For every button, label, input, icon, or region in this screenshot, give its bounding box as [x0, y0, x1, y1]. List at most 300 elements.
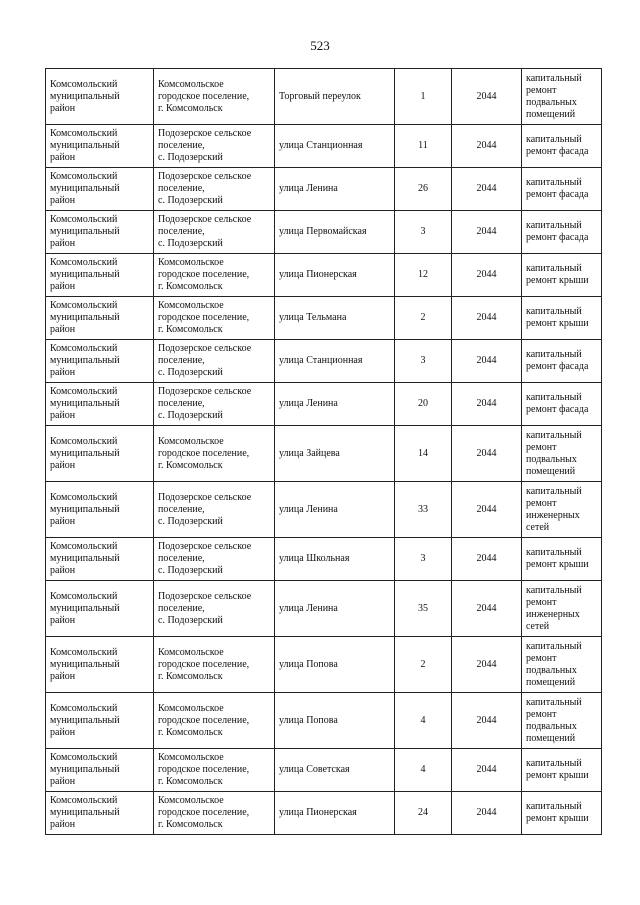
year-text: 2044 [476, 658, 497, 670]
district-cell [46, 482, 154, 538]
year-text: 2044 [476, 355, 497, 366]
year-text: 2044 [476, 226, 497, 237]
house-number-cell [395, 340, 452, 383]
street-text: улица Пионерская [279, 269, 357, 280]
settlement-line: с. Подозерский [158, 152, 223, 163]
work-line: ремонт крыши [526, 559, 589, 570]
house-number-text: 3 [420, 355, 426, 366]
year-cell [452, 340, 522, 383]
settlement-line: Подозерское сельское [158, 386, 252, 397]
house-number-text: 33 [418, 503, 428, 515]
table-row [46, 340, 602, 383]
settlement-cell [154, 69, 275, 125]
street-text: улица Станционная [279, 140, 363, 151]
table-row [46, 69, 602, 125]
settlement-line: городское поселение, [158, 269, 250, 280]
district-cell [46, 340, 154, 383]
district-cell [46, 69, 154, 125]
district-line: Комсомольский [50, 214, 118, 225]
district-line: район [50, 459, 76, 471]
year-text: 2044 [476, 714, 497, 726]
house-number-cell [395, 254, 452, 297]
street-text: улица Станционная [279, 355, 363, 366]
year-text: 2044 [476, 140, 497, 151]
district-line: муниципальный [50, 312, 120, 323]
district-line: район [50, 238, 76, 249]
table-row [46, 168, 602, 211]
district-line: муниципальный [50, 447, 120, 459]
settlement-line: поселение, [158, 553, 205, 564]
work-type-cell [522, 383, 602, 426]
work-line: капитальный [526, 177, 582, 188]
house-number-cell [395, 581, 452, 637]
work-line: капитальный [526, 220, 582, 231]
district-line: Комсомольский [50, 646, 118, 658]
street-text: улица Попова [279, 658, 338, 670]
work-line: капитальный [526, 263, 582, 274]
district-line: Комсомольский [50, 128, 118, 139]
house-number-cell [395, 168, 452, 211]
house-number-cell [395, 383, 452, 426]
settlement-line: г. Комсомольск [158, 670, 223, 682]
settlement-line: городское поселение, [158, 764, 250, 775]
work-line: ремонт фасада [526, 361, 589, 372]
settlement-line: с. Подозерский [158, 238, 223, 249]
district-cell [46, 693, 154, 749]
street-cell [275, 581, 395, 637]
settlement-line: г. Комсомольск [158, 324, 223, 335]
district-line: муниципальный [50, 269, 120, 280]
work-type-cell [522, 482, 602, 538]
house-number-cell [395, 538, 452, 581]
street-text: улица Тельмана [279, 312, 347, 323]
settlement-line: с. Подозерский [158, 195, 223, 206]
house-number-cell [395, 482, 452, 538]
work-line: капитальный [526, 584, 582, 596]
settlement-line: г. Комсомольск [158, 776, 223, 787]
settlement-line: поселение, [158, 226, 205, 237]
work-line: капитальный [526, 392, 582, 403]
district-line: муниципальный [50, 226, 120, 237]
district-line: муниципальный [50, 553, 120, 564]
table-row [46, 426, 602, 482]
settlement-line: с. Подозерский [158, 515, 223, 527]
settlement-line: Подозерское сельское [158, 214, 252, 225]
year-text: 2044 [476, 602, 497, 614]
settlement-cell [154, 581, 275, 637]
year-cell [452, 749, 522, 792]
settlement-line: с. Подозерский [158, 614, 223, 626]
settlement-cell [154, 168, 275, 211]
work-type-cell [522, 340, 602, 383]
table-row [46, 254, 602, 297]
district-line: Комсомольский [50, 435, 118, 447]
house-number-text: 35 [418, 602, 428, 614]
settlement-line: Комсомольское [158, 702, 224, 714]
street-text: улица Школьная [279, 553, 350, 564]
district-line: муниципальный [50, 90, 120, 102]
year-cell [452, 693, 522, 749]
house-number-cell [395, 69, 452, 125]
street-cell [275, 482, 395, 538]
settlement-line: Комсомольское [158, 752, 224, 763]
district-line: Комсомольский [50, 386, 118, 397]
work-line: капитальный [526, 306, 582, 317]
house-number-text: 26 [418, 183, 428, 194]
work-line: ремонт фасада [526, 146, 589, 157]
house-number-text: 11 [418, 140, 428, 151]
work-type-cell [522, 581, 602, 637]
street-cell [275, 693, 395, 749]
year-cell [452, 168, 522, 211]
year-cell [452, 581, 522, 637]
settlement-line: поселение, [158, 602, 205, 614]
settlement-line: с. Подозерский [158, 367, 223, 378]
year-cell [452, 482, 522, 538]
street-cell [275, 168, 395, 211]
year-cell [452, 383, 522, 426]
work-line: сетей [526, 620, 550, 632]
settlement-cell [154, 297, 275, 340]
year-text: 2044 [476, 764, 497, 775]
work-type-cell [522, 125, 602, 168]
work-type-cell [522, 211, 602, 254]
work-type-cell [522, 297, 602, 340]
street-text: улица Пионерская [279, 807, 357, 818]
settlement-line: поселение, [158, 140, 205, 151]
work-line: капитальный [526, 640, 582, 652]
settlement-line: поселение, [158, 355, 205, 366]
work-line: ремонт фасада [526, 189, 589, 200]
district-cell [46, 297, 154, 340]
work-type-cell [522, 168, 602, 211]
street-text: улица Зайцева [279, 447, 340, 459]
page-number: 523 [310, 38, 330, 53]
work-line: ремонт [526, 652, 557, 664]
settlement-line: Подозерское сельское [158, 491, 252, 503]
settlement-cell [154, 637, 275, 693]
settlement-line: Комсомольское [158, 795, 224, 806]
street-text: улица Ленина [279, 503, 338, 515]
settlement-line: городское поселение, [158, 447, 250, 459]
table-row [46, 693, 602, 749]
district-cell [46, 383, 154, 426]
settlement-line: г. Комсомольск [158, 102, 223, 114]
district-line: Комсомольский [50, 491, 118, 503]
year-text: 2044 [476, 503, 497, 515]
house-number-text: 1 [420, 90, 426, 102]
street-text: Торговый переулок [279, 90, 361, 102]
settlement-cell [154, 792, 275, 835]
work-line: ремонт [526, 441, 557, 453]
settlement-line: г. Комсомольск [158, 819, 223, 830]
work-line: помещений [526, 732, 576, 744]
settlement-line: Подозерское сельское [158, 171, 252, 182]
table-row [46, 383, 602, 426]
house-number-text: 2 [420, 312, 426, 323]
district-line: Комсомольский [50, 257, 118, 268]
settlement-cell [154, 254, 275, 297]
year-cell [452, 538, 522, 581]
house-number-cell [395, 749, 452, 792]
work-line: ремонт фасада [526, 404, 589, 415]
year-cell [452, 125, 522, 168]
work-line: помещений [526, 676, 576, 688]
settlement-line: поселение, [158, 183, 205, 194]
year-cell [452, 426, 522, 482]
street-cell [275, 637, 395, 693]
year-cell [452, 69, 522, 125]
street-cell [275, 538, 395, 581]
table-row [46, 538, 602, 581]
work-type-cell [522, 538, 602, 581]
work-line: помещений [526, 465, 576, 477]
house-number-text: 24 [418, 807, 428, 818]
district-line: муниципальный [50, 183, 120, 194]
street-text: улица Первомайская [279, 226, 367, 237]
street-text: улица Ленина [279, 602, 338, 614]
district-line: Комсомольский [50, 343, 118, 354]
work-line: капитальный [526, 485, 582, 497]
year-cell [452, 637, 522, 693]
settlement-line: городское поселение, [158, 658, 250, 670]
street-cell [275, 340, 395, 383]
district-line: муниципальный [50, 807, 120, 818]
street-cell [275, 125, 395, 168]
house-number-text: 3 [420, 226, 426, 237]
settlement-cell [154, 749, 275, 792]
work-line: капитальный [526, 801, 582, 812]
district-cell [46, 538, 154, 581]
district-line: Комсомольский [50, 752, 118, 763]
work-line: сетей [526, 521, 550, 533]
district-line: район [50, 152, 76, 163]
district-cell [46, 426, 154, 482]
house-number-cell [395, 211, 452, 254]
district-line: район [50, 726, 76, 738]
work-line: капитальный [526, 72, 582, 84]
settlement-line: Комсомольское [158, 300, 224, 311]
district-line: район [50, 819, 76, 830]
work-line: капитальный [526, 547, 582, 558]
year-cell [452, 254, 522, 297]
settlement-line: Комсомольское [158, 646, 224, 658]
district-line: муниципальный [50, 140, 120, 151]
district-line: район [50, 670, 76, 682]
house-number-text: 12 [418, 269, 428, 280]
district-line: муниципальный [50, 602, 120, 614]
house-number-text: 4 [420, 714, 426, 726]
work-line: ремонт [526, 84, 557, 96]
year-text: 2044 [476, 183, 497, 194]
work-line: капитальный [526, 134, 582, 145]
street-cell [275, 383, 395, 426]
year-text: 2044 [476, 398, 497, 409]
year-text: 2044 [476, 90, 497, 102]
district-line: Комсомольский [50, 590, 118, 602]
work-line: ремонт [526, 497, 557, 509]
settlement-line: г. Комсомольск [158, 459, 223, 471]
table-row [46, 125, 602, 168]
district-cell [46, 749, 154, 792]
house-number-cell [395, 693, 452, 749]
work-line: капитальный [526, 429, 582, 441]
repair-schedule-table [45, 68, 602, 835]
district-line: район [50, 195, 76, 206]
year-cell [452, 297, 522, 340]
settlement-line: с. Подозерский [158, 565, 223, 576]
settlement-line: Подозерское сельское [158, 541, 252, 552]
district-line: Комсомольский [50, 702, 118, 714]
settlement-cell [154, 340, 275, 383]
settlement-line: Подозерское сельское [158, 128, 252, 139]
settlement-line: г. Комсомольск [158, 726, 223, 738]
year-cell [452, 211, 522, 254]
table-row [46, 211, 602, 254]
street-cell [275, 254, 395, 297]
district-line: Комсомольский [50, 795, 118, 806]
settlement-cell [154, 125, 275, 168]
street-cell [275, 792, 395, 835]
table-row [46, 297, 602, 340]
work-line: инженерных [526, 608, 580, 620]
street-cell [275, 297, 395, 340]
work-line: капитальный [526, 758, 582, 769]
street-text: улица Ленина [279, 398, 338, 409]
district-line: район [50, 410, 76, 421]
settlement-line: городское поселение, [158, 714, 250, 726]
district-cell [46, 211, 154, 254]
district-line: район [50, 281, 76, 292]
street-text: улица Попова [279, 714, 338, 726]
settlement-line: Подозерское сельское [158, 343, 252, 354]
table-row [46, 792, 602, 835]
district-line: муниципальный [50, 355, 120, 366]
street-text: улица Советская [279, 764, 350, 775]
work-type-cell [522, 254, 602, 297]
settlement-line: городское поселение, [158, 807, 250, 818]
work-type-cell [522, 426, 602, 482]
street-cell [275, 749, 395, 792]
work-line: ремонт крыши [526, 318, 589, 329]
year-cell [452, 792, 522, 835]
settlement-cell [154, 693, 275, 749]
settlement-line: городское поселение, [158, 312, 250, 323]
year-text: 2044 [476, 807, 497, 818]
district-line: район [50, 367, 76, 378]
district-cell [46, 168, 154, 211]
house-number-cell [395, 297, 452, 340]
work-line: ремонт фасада [526, 232, 589, 243]
table-row [46, 581, 602, 637]
district-line: район [50, 614, 76, 626]
district-line: муниципальный [50, 714, 120, 726]
district-line: Комсомольский [50, 300, 118, 311]
district-line: муниципальный [50, 764, 120, 775]
settlement-line: с. Подозерский [158, 410, 223, 421]
work-line: ремонт крыши [526, 275, 589, 286]
settlement-cell [154, 426, 275, 482]
work-type-cell [522, 69, 602, 125]
district-line: район [50, 776, 76, 787]
year-text: 2044 [476, 312, 497, 323]
settlement-line: поселение, [158, 398, 205, 409]
settlement-line: городское поселение, [158, 90, 250, 102]
table-row [46, 637, 602, 693]
district-line: район [50, 565, 76, 576]
settlement-line: Комсомольское [158, 257, 224, 268]
street-cell [275, 211, 395, 254]
table-body [46, 69, 602, 835]
work-line: ремонт [526, 596, 557, 608]
district-line: Комсомольский [50, 171, 118, 182]
district-cell [46, 637, 154, 693]
table-row [46, 482, 602, 538]
house-number-cell [395, 125, 452, 168]
work-line: подвальных [526, 720, 577, 732]
district-line: Комсомольский [50, 78, 118, 90]
work-line: ремонт крыши [526, 770, 589, 781]
year-text: 2044 [476, 269, 497, 280]
house-number-cell [395, 792, 452, 835]
table-row [46, 749, 602, 792]
work-type-cell [522, 792, 602, 835]
district-line: муниципальный [50, 398, 120, 409]
work-line: инженерных [526, 509, 580, 521]
work-line: помещений [526, 108, 576, 120]
district-line: муниципальный [50, 503, 120, 515]
house-number-text: 3 [420, 553, 426, 564]
district-cell [46, 581, 154, 637]
year-text: 2044 [476, 447, 497, 459]
work-line: ремонт [526, 708, 557, 720]
street-cell [275, 69, 395, 125]
work-line: ремонт крыши [526, 813, 589, 824]
street-text: улица Ленина [279, 183, 338, 194]
work-line: подвальных [526, 96, 577, 108]
district-line: район [50, 102, 76, 114]
work-line: подвальных [526, 664, 577, 676]
settlement-line: г. Комсомольск [158, 281, 223, 292]
district-line: район [50, 515, 76, 527]
settlement-cell [154, 383, 275, 426]
work-type-cell [522, 637, 602, 693]
street-cell [275, 426, 395, 482]
district-cell [46, 792, 154, 835]
settlement-line: Комсомольское [158, 78, 224, 90]
district-cell [46, 254, 154, 297]
work-line: капитальный [526, 696, 582, 708]
house-number-cell [395, 637, 452, 693]
settlement-line: Комсомольское [158, 435, 224, 447]
district-line: Комсомольский [50, 541, 118, 552]
settlement-line: поселение, [158, 503, 205, 515]
work-type-cell [522, 749, 602, 792]
district-line: муниципальный [50, 658, 120, 670]
year-text: 2044 [476, 553, 497, 564]
house-number-text: 4 [420, 764, 426, 775]
work-line: капитальный [526, 349, 582, 360]
settlement-cell [154, 482, 275, 538]
house-number-text: 20 [418, 398, 428, 409]
settlement-line: Подозерское сельское [158, 590, 252, 602]
district-line: район [50, 324, 76, 335]
settlement-cell [154, 538, 275, 581]
house-number-text: 14 [418, 447, 428, 459]
district-cell [46, 125, 154, 168]
house-number-text: 2 [420, 658, 426, 670]
work-type-cell [522, 693, 602, 749]
